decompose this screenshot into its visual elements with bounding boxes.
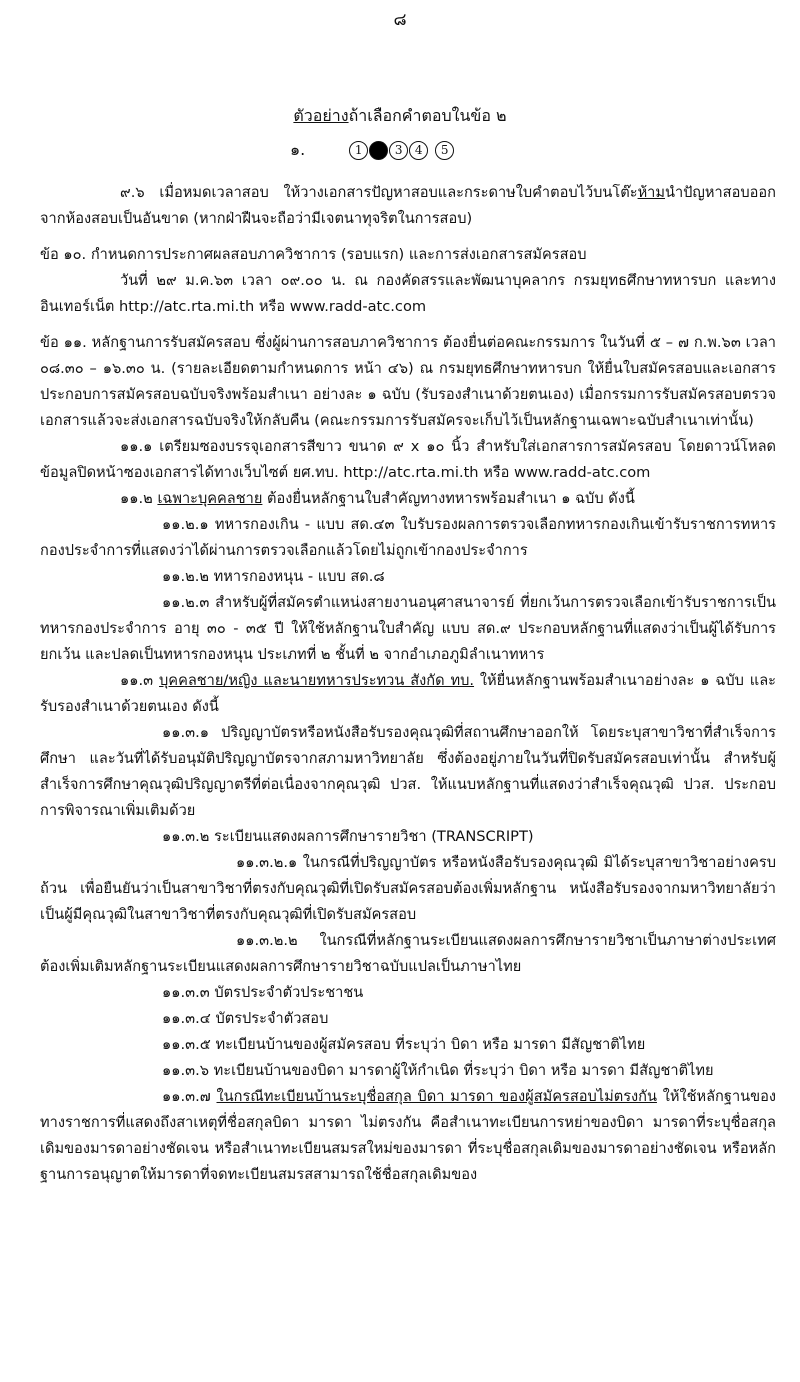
section-11-3-7-text: ให้ใช้หลักฐานของทางราชการที่แสดงถึงสาเหตุที่ชื่อสกุลบิดา มารดา ไม่ตรงกัน คือสำเนาทะเบียนการหย่าของบิดา มารดาที่ระบุชื่อสกุลเดิมของมารดาอย่างชัดเจน หรือสำเนาทะเบียนสมรสใหม่ของมารดา ที่ระบุชื่อสกุลเดิมของมารดาอย่างชัดเจน หรือหลักฐานการอนุญาตให้มารดาที่จดทะเบียนสมรสสามารถใช้ชื่อสกุลเดิมของ <box>40 1088 776 1183</box>
section-11-3-1: ๑๑.๓.๑ ปริญญาบัตรหรือหนังสือรับรองคุณวุฒิที่สถานศึกษาออกให้ โดยระบุสาขาวิชาที่สำเร็จการศึกษา และวันที่ได้รับอนุมัติปริญญาบัตรจากสภามหาวิทยาลัย ซึ่งต้องอยู่ภายในวันที่ปิดรับสมัครสอบเท่านั้น สำหรับผู้สำเร็จการศึกษาคุณวุฒิปริญญาตรีที่ต่อเนื่องจากคุณวุฒิ ปวส. ให้แนบหลักฐานที่แสดงว่าสำเร็จคุณวุฒิ ปวส. ประกอบการพิจารณาเพิ่มเติมด้วย <box>40 724 776 819</box>
section-9-6 <box>40 180 776 232</box>
section-11-2-1: ๑๑.๒.๑ ทหารกองเกิน - แบบ สด.๔๓ ใบรับรองผลการตรวจเลือกทหารกองเกินเข้ารับราชการทหารกองประจำการที่แสดงว่าได้ผ่านการตรวจเลือกแล้วโดยไม่ถูกเข้ากองประจำการ <box>40 516 776 559</box>
example-item-number: ๑. <box>290 140 306 159</box>
example-answer-row <box>290 138 455 163</box>
section-11-2-2: ๑๑.๒.๒ ทหารกองหนุน - แบบ สด.๘ <box>162 568 385 585</box>
section-11-2-number: ๑๑.๒ <box>120 490 158 507</box>
section-11-2-text: ต้องยื่นหลักฐานใบสำคัญทางทหารพร้อมสำเนา ๑ ฉบับ ดังนี้ <box>262 490 635 507</box>
answer-bubble-3-icon: 3 <box>389 141 408 160</box>
section-11-3-2-1: ๑๑.๓.๒.๑ ในกรณีที่ปริญญาบัตร หรือหนังสือรับรองคุณวุฒิ มิได้ระบุสาขาวิชาอย่างครบถ้วน เพื่อยืนยันว่าเป็นสาขาวิชาที่ตรงกับคุณวุฒิที่เปิดรับสมัครสอบต้องเพิ่มหลักฐาน หนังสือรับรองจากมหาวิทยาลัยว่าเป็นผู้มีคุณวุฒิในสาขาวิชาที่ตรงกับคุณวุฒิที่เปิดรับสมัครสอบ <box>40 854 776 923</box>
section-10-text: วันที่ ๒๙ ม.ค.๖๓ เวลา ๐๙.๐๐ น. ณ กองคัดสรรและพัฒนาบุคลากร กรมยุทธศึกษาทหารบก และทางอินเทอร์เน็ต http://atc.rta.mi.th หรือ www.radd-atc.com <box>40 272 776 315</box>
section-11-3-2: ๑๑.๓.๒ ระเบียนแสดงผลการศึกษารายวิชา (TRANSCRIPT) <box>162 828 534 845</box>
section-9-6-text-end: นำปัญหาสอบออกจากห้องสอบเป็นอันขาด (หากฝ่าฝืนจะถือว่ามีเจตนาทุจริตในการสอบ) <box>40 184 776 227</box>
page-number: ๘ <box>393 10 407 30</box>
section-11-3-7 <box>40 1084 776 1188</box>
answer-bubble-2-filled-icon <box>369 141 388 160</box>
section-11-3 <box>40 668 776 720</box>
section-11-3-4: ๑๑.๓.๔ บัตรประจำตัวสอบ <box>162 1010 329 1027</box>
section-11-3-7-underlined: ในกรณีทะเบียนบ้านระบุชื่อสกุล บิดา มารดา ของผู้สมัครสอบไม่ตรงกัน <box>216 1088 657 1105</box>
section-11-3-3: ๑๑.๓.๓ บัตรประจำตัวประชาชน <box>162 984 364 1001</box>
section-11-3-7-number: ๑๑.๓.๗ <box>162 1088 217 1105</box>
section-11-3-2-2: ๑๑.๓.๒.๒ ในกรณีที่หลักฐานระเบียนแสดงผลการศึกษารายวิชาเป็นภาษาต่างประเทศต้องเพิ่มเติมหลักฐานระเบียนแสดงผลการศึกษารายวิชาฉบับแปลเป็นภาษาไทย <box>40 932 776 975</box>
section-11-3-6: ๑๑.๓.๖ ทะเบียนบ้านของบิดา มารดาผู้ให้กำเนิด ที่ระบุว่า บิดา หรือ มารดา มีสัญชาติไทย <box>162 1062 714 1079</box>
section-11-3-text: ให้ยื่นหลักฐานพร้อมสำเนาอย่างละ ๑ ฉบับ และรับรองสำเนาด้วยตนเอง ดังนี้ <box>40 672 776 715</box>
section-11-3-underlined: บุคคลชาย/หญิง และนายทหารประทวน สังกัด ทบ. <box>159 672 475 689</box>
section-9-6-text: ๙.๖ เมื่อหมดเวลาสอบ ให้วางเอกสารปัญหาสอบและกระดาษใบคำตอบไว้บนโต๊ะ <box>120 184 638 201</box>
section-11-3-5: ๑๑.๓.๕ ทะเบียนบ้านของผู้สมัครสอบ ที่ระบุว่า บิดา หรือ มารดา มีสัญชาติไทย <box>162 1036 646 1053</box>
example-title-rest: ถ้าเลือกคำตอบในข้อ ๒ <box>348 106 507 125</box>
section-10-heading: ข้อ ๑๐. กำหนดการประกาศผลสอบภาควิชาการ (รอบแรก) และการส่งเอกสารสมัครสอบ <box>40 246 587 263</box>
section-11: ข้อ ๑๑. หลักฐานการรับสมัครสอบ ซึ่งผู้ผ่านการสอบภาควิชาการ ต้องยื่นต่อคณะกรรมการ ในวันที่ ๕ – ๗ ก.พ.๖๓ เวลา ๐๘.๓๐ – ๑๖.๓๐ น. (รายละเอียดตามกำหนดการ หน้า ๔๖) ณ กรมยุทธศึกษาทหารบก ให้ยื่นใบสมัครสอบและเอกสารประกอบการสมัครสอบฉบับจริงพร้อมสำเนา อย่างละ ๑ ฉบับ (รับรองสำเนาด้วยตนเอง) เมื่อกรรมการรับสมัครสอบตรวจเอกสารแล้วจะส่งเอกสารฉบับจริงให้กลับคืน (คณะกรรมการรับสมัครจะเก็บไว้เป็นหลักฐานเฉพาะฉบับสำเนาเท่านั้น) <box>40 334 776 429</box>
example-title <box>0 104 800 129</box>
section-11-2-3: ๑๑.๒.๓ สำหรับผู้ที่สมัครตำแหน่งสายงานอนุศาสนาจารย์ ที่ยกเว้นการตรวจเลือกเข้ารับราชการเป็นทหารกองประจำการ อายุ ๓๐ - ๓๕ ปี ให้ใช้หลักฐานใบสำคัญ แบบ สด.๙ ประกอบหลักฐานที่แสดงว่าเป็นผู้ได้รับการยกเว้น และปลดเป็นทหารกองหนุน ประเภทที่ ๒ ชั้นที่ ๒ จากอำเภอภูมิลำเนาทหาร <box>40 594 776 663</box>
section-11-2 <box>40 486 776 512</box>
section-11-2-underlined: เฉพาะบุคคลชาย <box>157 490 263 507</box>
example-title-underlined: ตัวอย่าง <box>293 106 349 125</box>
section-11-1: ๑๑.๑ เตรียมซองบรรจุเอกสารสีขาว ขนาด ๙ x ๑๐ นิ้ว สำหรับใส่เอกสารการสมัครสอบ โดยดาวน์โหลดข้อมูลปิดหน้าซองเอกสารได้ทางเว็บไซต์ ยศ.ทบ. http://atc.rta.mi.th หรือ www.radd-atc.com <box>40 438 776 481</box>
section-11-3-number: ๑๑.๓ <box>120 672 160 689</box>
document-body <box>40 180 776 1188</box>
answer-bubble-1-icon: 1 <box>349 141 368 160</box>
section-9-6-underlined: ห้าม <box>637 184 665 201</box>
answer-bubble-5-icon: 5 <box>435 141 454 160</box>
answer-bubble-4-icon: 4 <box>409 141 428 160</box>
